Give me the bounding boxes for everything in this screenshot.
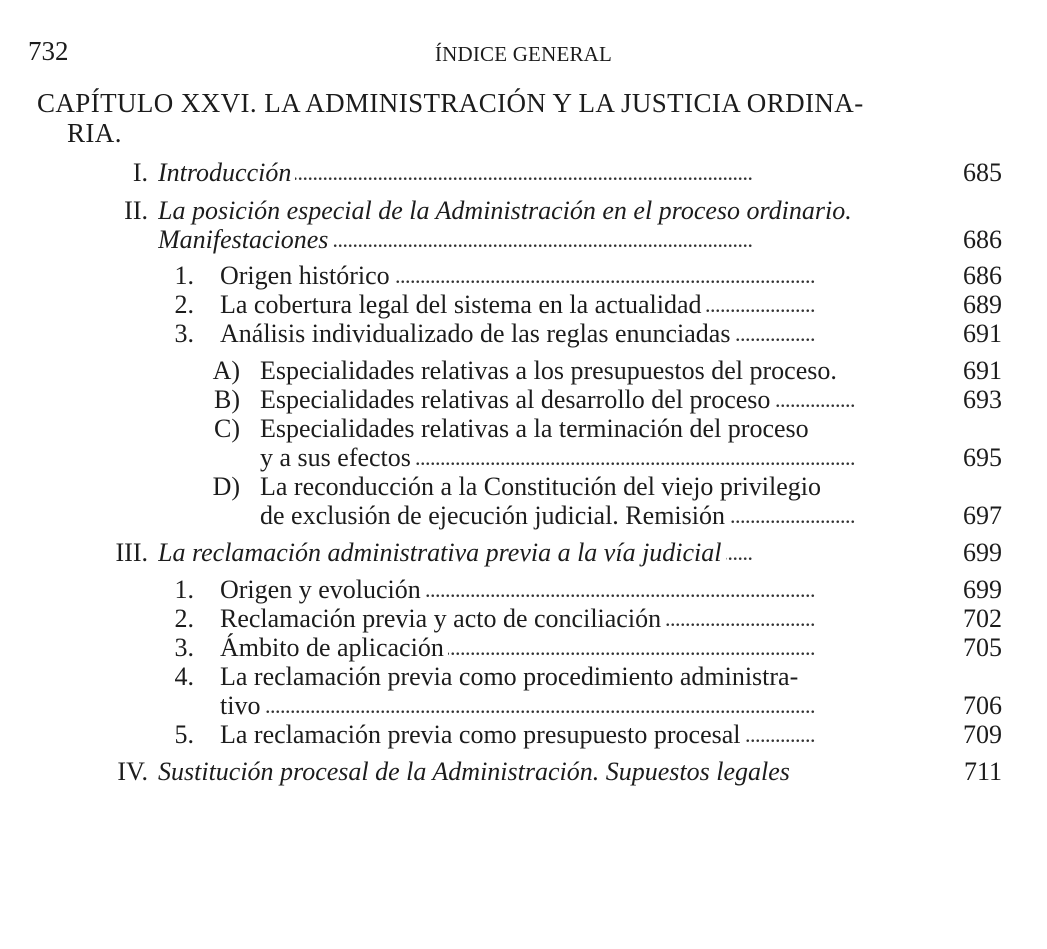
- toc-entry-number: 1.: [174, 575, 194, 604]
- toc-entry-page: 691: [963, 356, 1002, 385]
- toc-entry-title-cont: tivo: [220, 691, 264, 720]
- toc-entry-page: 697: [963, 501, 1002, 530]
- toc-entry-title: Especialidades relativas a los presupuestos del proceso.: [260, 356, 841, 385]
- toc-entry-page: 709: [963, 720, 1002, 749]
- toc-entry-number: IV.: [117, 757, 148, 786]
- toc-entry-number: 5.: [174, 720, 194, 749]
- toc-entry-title: La reconducción a la Constitución del viejo privilegio: [260, 472, 825, 501]
- toc-entry-number: III.: [115, 538, 148, 567]
- toc-entry-number: C): [214, 414, 240, 443]
- toc-entry-page: 689: [963, 290, 1002, 319]
- toc-entry-page: 686: [963, 225, 1002, 254]
- toc-entry-title: Origen y evolución: [220, 575, 425, 604]
- toc-entry-title: Especialidades relativas al desarrollo del proceso: [260, 385, 774, 414]
- toc-entry-title: La reclamación previa como procedimiento administra-: [220, 662, 802, 691]
- toc-entry-page: 706: [963, 691, 1002, 720]
- toc-entry-title: La posición especial de la Administración en el proceso ordinario.: [158, 196, 856, 225]
- toc-entry-title: Sustitución procesal de la Administración. Supuestos legales: [158, 757, 794, 786]
- chapter-title-line-1: CAPÍTULO XXVI. LA ADMINISTRACIÓN Y LA JUSTICIA ORDINA-: [37, 88, 864, 118]
- toc-entry-page: 695: [963, 443, 1002, 472]
- toc-entry-title: Especialidades relativas a la terminación del proceso: [260, 414, 813, 443]
- toc-entry-page: 699: [963, 575, 1002, 604]
- toc-entry-title: La reclamación previa como presupuesto procesal: [220, 720, 745, 749]
- toc-entry-page: 705: [963, 633, 1002, 662]
- toc-entry-number: 2.: [174, 290, 194, 319]
- toc-entry-number: I.: [132, 158, 148, 187]
- toc-entry-title: Análisis individualizado de las reglas enunciadas: [220, 319, 734, 348]
- toc-entry-number: 3.: [174, 633, 194, 662]
- toc-entry-number: 2.: [174, 604, 194, 633]
- toc-entry-title: La reclamación administrativa previa a la vía judicial: [158, 538, 726, 567]
- toc-entry-page: 693: [963, 385, 1002, 414]
- toc-entry-title-cont: y a sus efectos: [260, 443, 415, 472]
- toc-entry-page: 702: [963, 604, 1002, 633]
- toc-entry-page: 699: [963, 538, 1002, 567]
- running-head: ÍNDICE GENERAL: [434, 42, 613, 66]
- toc-entry-number: II.: [124, 196, 148, 225]
- toc-entry-number: 4.: [174, 662, 194, 691]
- toc-entry-number: A): [212, 356, 240, 385]
- toc-entry-title: Reclamación previa y acto de conciliación: [220, 604, 665, 633]
- toc-entry-title: Ámbito de aplicación: [220, 633, 448, 662]
- page-number: 732: [28, 36, 69, 66]
- toc-entry-title: Origen histórico: [220, 261, 394, 290]
- toc-entry-number: 3.: [174, 319, 194, 348]
- toc-entry-title: La cobertura legal del sistema en la actualidad: [220, 290, 706, 319]
- chapter-title-line-2: RIA.: [67, 118, 122, 148]
- toc-entry-title-cont: Manifestaciones: [158, 225, 332, 254]
- toc-entry-title-cont: de exclusión de ejecución judicial. Remisión: [260, 501, 729, 530]
- chapter-title: [37, 88, 937, 148]
- toc-entry-page: 691: [963, 319, 1002, 348]
- toc-entry-page: 711: [963, 757, 1002, 786]
- toc-entry-page: 686: [963, 261, 1002, 290]
- toc-entry-page: 685: [963, 158, 1002, 187]
- toc-entry-number: D): [212, 472, 240, 501]
- toc-entry-title: Introducción: [158, 158, 295, 187]
- toc-entry-number: B): [214, 385, 240, 414]
- toc-entry-number: 1.: [174, 261, 194, 290]
